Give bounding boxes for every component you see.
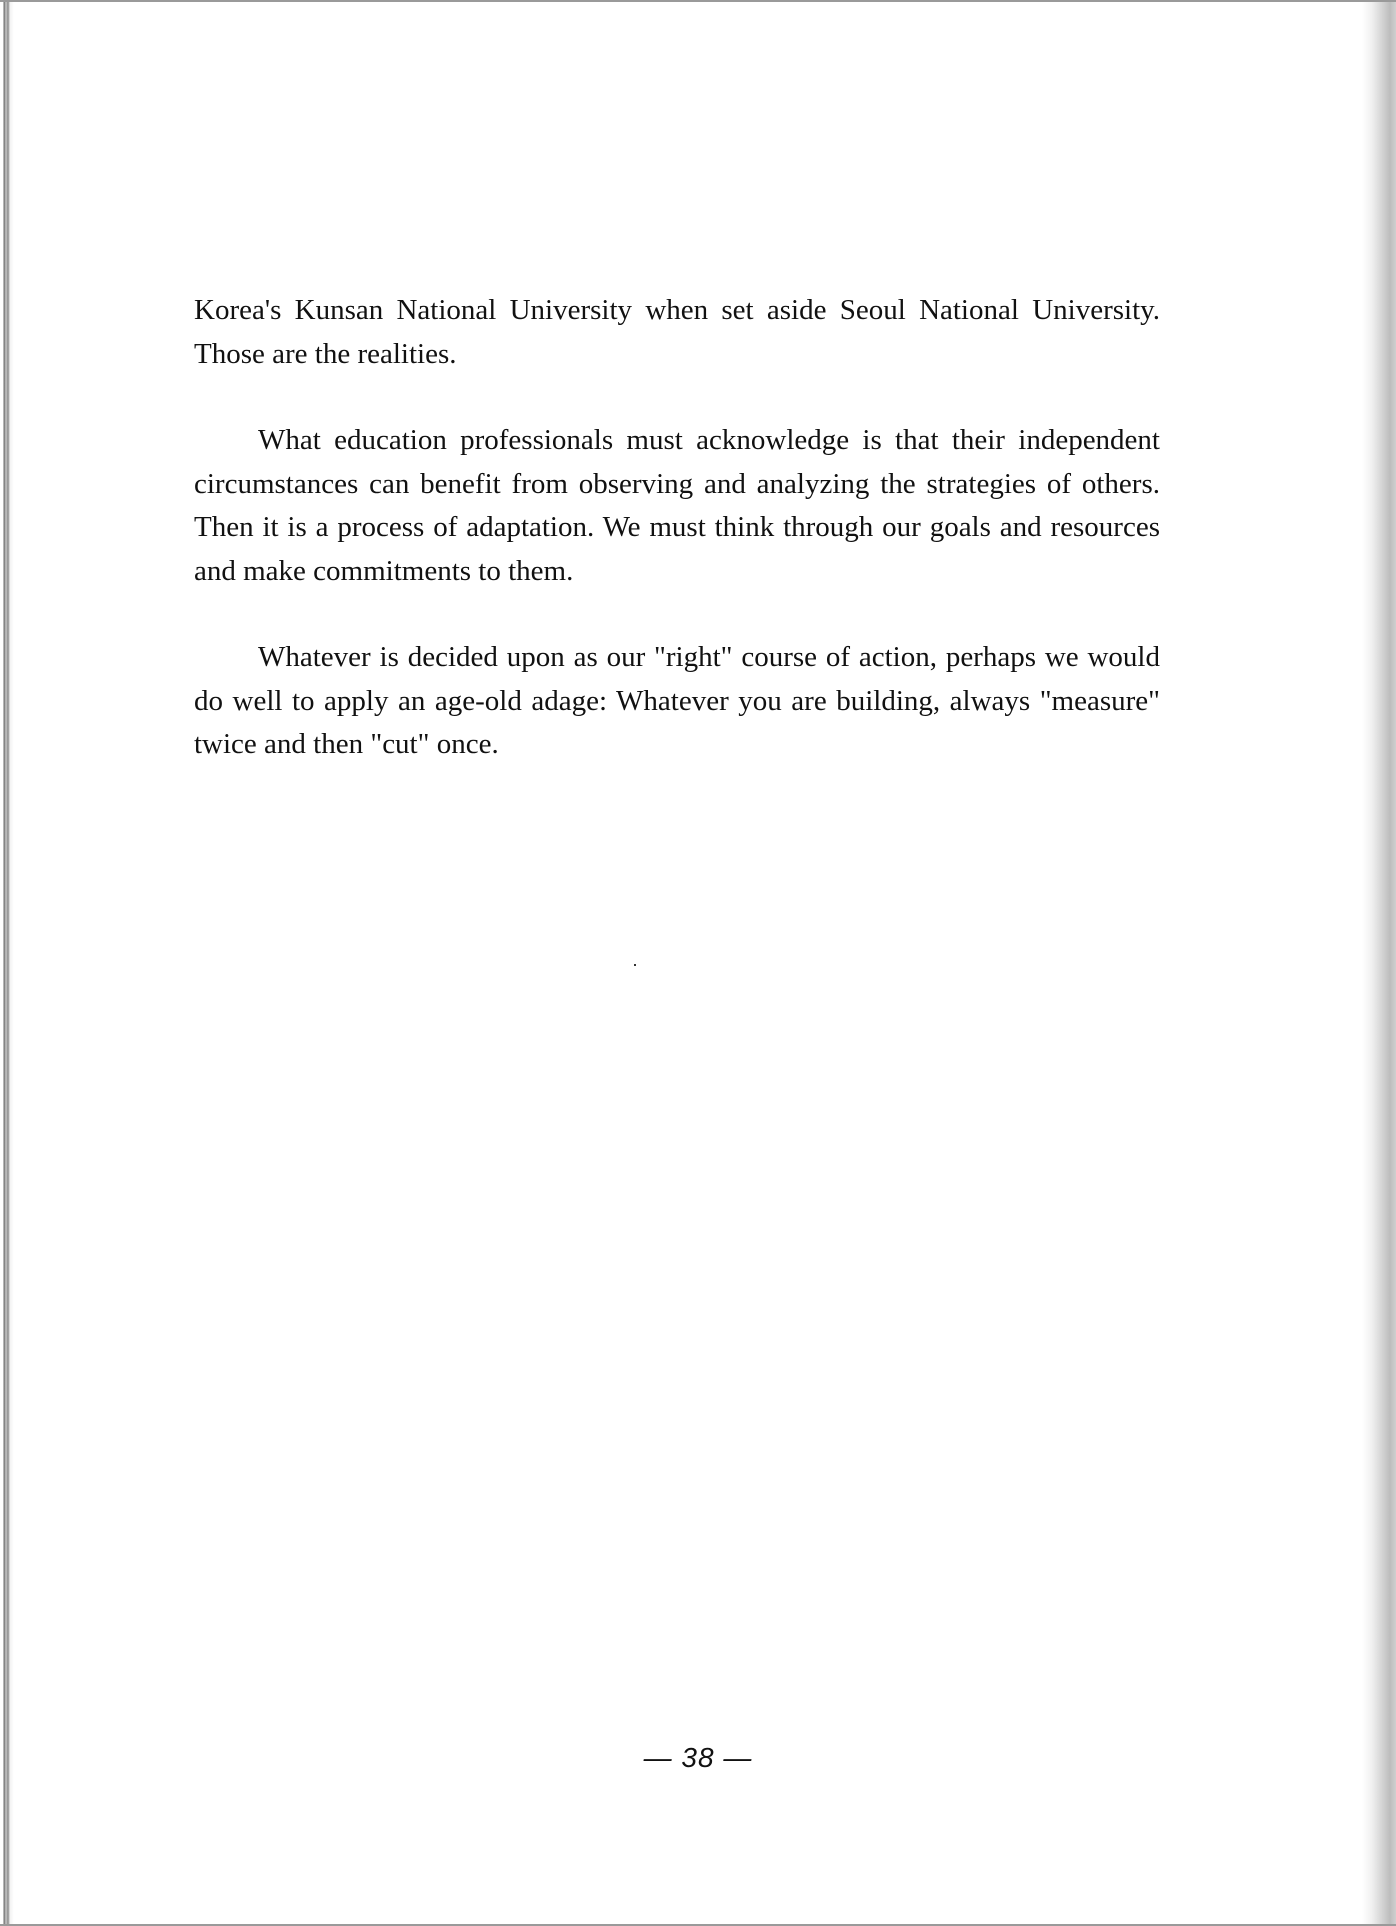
page-left-edge [0,2,14,1926]
paragraph-2: What education professionals must acknowledge is that their independent circumstances can benefit from observing and analyzing the strategies of others. Then it is a process of adaptation. We must think through our goals and resources and make commitments to them. [194,424,1160,587]
paragraph-1: Korea's Kunsan National University when set aside Seoul National University. Those are the realities. [194,294,1160,370]
paragraph-3: Whatever is decided upon as our "right" course of action, perhaps we would do well to apply an age-old adage: Whatever you are building, always "measure" twice and then "cut" once. [194,641,1160,760]
page-number: — 38 — [643,1742,753,1773]
page-right-edge-shadow [1362,2,1396,1926]
body-text [194,289,1160,767]
stray-mark [634,964,636,966]
